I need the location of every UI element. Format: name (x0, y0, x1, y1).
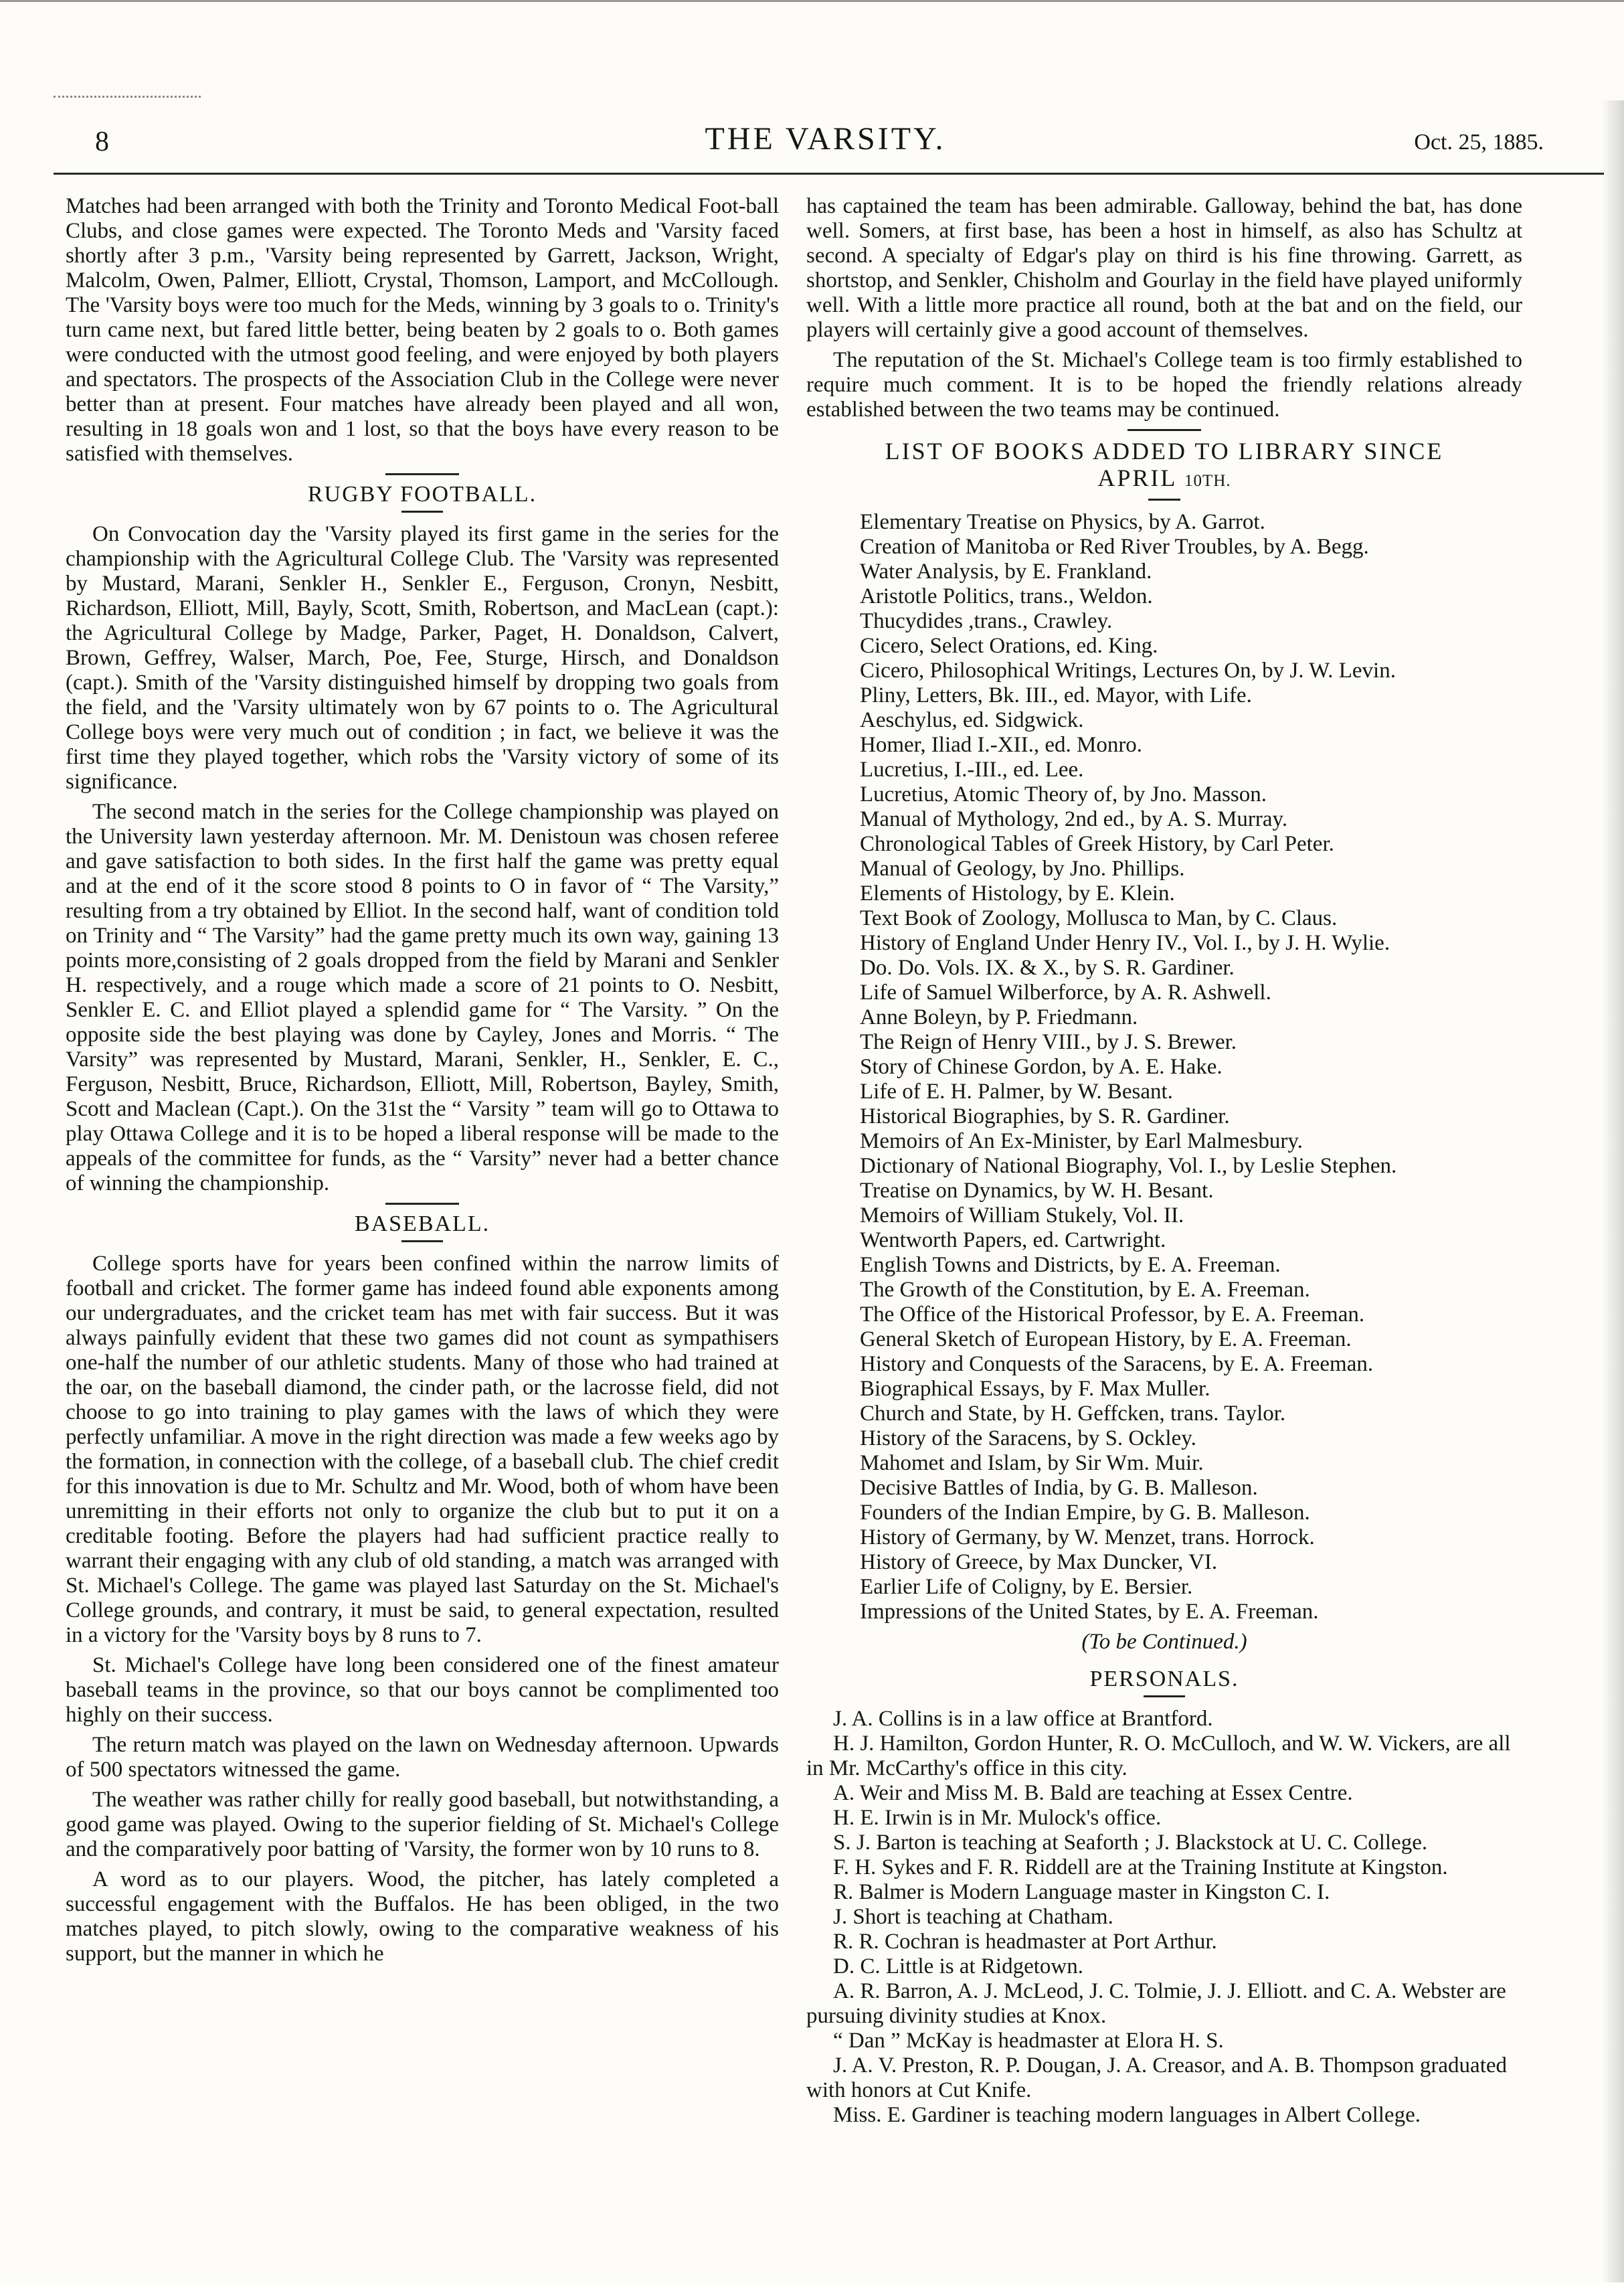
heading-dash (1148, 499, 1180, 501)
baseball-paragraph-4: The weather was rather chilly for really good baseball, but notwithstanding, a good game was played. Owing to the superior fielding of St. Michael's College and the comparatively poor batting of 'Varsity, the former won by 10 runs to 8. (66, 1788, 779, 1861)
personal-entry: J. Short is teaching at Chatham. (833, 1905, 1113, 1929)
book-entry: History of Germany, by W. Menzet, trans. Horrock. (860, 1525, 1315, 1549)
book-entry: Memoirs of William Stukely, Vol. II. (860, 1203, 1184, 1228)
book-entry: Anne Boleyn, by P. Friedmann. (860, 1005, 1138, 1029)
book-entry: Dictionary of National Biography, Vol. I., by Leslie Stephen. (860, 1154, 1397, 1178)
books-heading-line1: LIST OF BOOKS ADDED TO LIBRARY SINCE (885, 438, 1444, 464)
personal-entry: S. J. Barton is teaching at Seaforth ; J. Blackstock at U. C. College. (833, 1831, 1428, 1855)
book-entry: The Reign of Henry VIII., by J. S. Brewer. (860, 1030, 1237, 1054)
right-column (806, 194, 1522, 2128)
book-entry: Founders of the Indian Empire, by G. B. Malleson. (860, 1501, 1310, 1525)
book-entry: History of Greece, by Max Duncker, VI. (860, 1550, 1218, 1574)
book-entry: History of the Saracens, by S. Ockley. (860, 1426, 1196, 1450)
header-rule (54, 173, 1604, 175)
rugby-heading: RUGBY FOOTBALL. (307, 482, 537, 507)
books-heading (806, 438, 1522, 495)
personal-entry: R. Balmer is Modern Language master in Kingston C. I. (833, 1880, 1330, 1904)
book-entry: Life of Samuel Wilberforce, by A. R. Ashwell. (860, 981, 1271, 1005)
personal-entry: “ Dan ” McKay is headmaster at Elora H. S. (833, 2029, 1224, 2053)
book-entry: Manual of Geology, by Jno. Phillips. (860, 857, 1185, 881)
book-entry: Mahomet and Islam, by Sir Wm. Muir. (860, 1451, 1204, 1475)
book-entry: Lucretius, Atomic Theory of, by Jno. Masson. (860, 782, 1267, 807)
book-entry: Pliny, Letters, Bk. III., ed. Mayor, with Life. (860, 683, 1252, 707)
continued-note: (To be Continued.) (1081, 1630, 1247, 1654)
personal-entry: Miss. E. Gardiner is teaching modern languages in Albert College. (833, 2103, 1421, 2127)
book-entry: General Sketch of European History, by E. A. Freeman. (860, 1327, 1352, 1351)
baseball-continuation: has captained the team has been admirable. Galloway, behind the bat, has done well. Somers, at first base, has been a host in himself, as also has Schultz at second. A specialty of Edgar's play on third is his fine throwing. Garrett, as shortstop, and Senkler, Chisholm and Gourlay in the field have played uniformly well. With a little more practice all round, both at the bat and on the field, our players will certainly give a good account of themselves. (806, 194, 1522, 342)
books-heading-line2: APRIL (1097, 464, 1177, 491)
book-list (806, 510, 1522, 1624)
baseball-heading: BASEBALL. (354, 1211, 490, 1236)
book-entry: History of England Under Henry IV., Vol. I., by J. H. Wylie. (860, 931, 1390, 955)
book-entry: Text Book of Zoology, Mollusca to Man, by C. Claus. (860, 906, 1338, 930)
book-entry: Thucydides ,trans., Crawley. (860, 609, 1113, 633)
personal-entry: J. A. V. Preston, R. P. Dougan, J. A. Creasor, and A. B. Thompson graduated with honors at Cut Knife. (806, 2053, 1508, 2102)
personal-entry: H. J. Hamilton, Gordon Hunter, R. O. McCulloch, and W. W. Vickers, are all in Mr. McCarthy's office in this city. (806, 1731, 1511, 1780)
book-entry: The Growth of the Constitution, by E. A. Freeman. (860, 1278, 1310, 1302)
rugby-paragraph-2: The second match in the series for the College championship was played on the University lawn yesterday afternoon. Mr. M. Denistoun was chosen referee and gave satisfaction to both sides. In the first half the game was pretty equal and at the end of it the score stood 8 points to O in favor of “ The Varsity,” resulting from a try obtained by Elliot. In the second half, want of condition told on Trinity and “ The Varsity” had the game pretty much its own way, gaining 13 points more,consisting of 2 goals dropped from the field by Marani and Senkler H. respectively, and a rouge which made a score of 21 points to O. Nesbitt, Senkler E. C. and Elliot played a splendid game for “ The Varsity. ” On the opposite side the best playing was done by Cayley, Jones and Morris. “ The Varsity” was represented by Mustard, Marani, Senkler, H., Senkler, E. C., Ferguson, Nesbitt, Bruce, Richardson, Elliott, Mill, Robertson, Bayley, Smith, Scott and Maclean (Capt.). On the 31st the “ Varsity ” team will go to Ottawa to play Ottawa College and it is to be hoped a liberal response will be made to the appeals of the committee for funds, as the “ Varsity” never had a better chance of winning the championship. (66, 800, 779, 1195)
baseball-paragraph-2: St. Michael's College have long been considered one of the finest amateur baseball teams in the province, so that our boys cannot be complimented too highly on their success. (66, 1653, 779, 1727)
book-entry: Homer, Iliad I.-XII., ed. Monro. (860, 733, 1143, 757)
book-entry: Life of E. H. Palmer, by W. Besant. (860, 1080, 1173, 1104)
personal-entry: J. A. Collins is in a law office at Brantford. (833, 1707, 1213, 1731)
personal-entry: H. E. Irwin is in Mr. Mulock's office. (833, 1806, 1162, 1830)
rugby-paragraph-1: On Convocation day the 'Varsity played its first game in the series for the championship with the Agricultural College Club. The 'Varsity was represented by Mustard, Marani, Senkler H., Senkler E., Ferguson, Cronyn, Nesbitt, Richardson, Elliott, Mill, Bayly, Scott, Smith, Robertson, and MacLean (capt.): the Agricultural College by Madge, Parker, Paget, H. Donaldson, Calvert, Brown, Geffrey, Walser, March, Poe, Fee, Sturge, Hirsch, and Donaldson (capt.). Smith of the 'Varsity distinguished himself by dropping two goals from the field, and the 'Varsity ultimately won by 67 points to o. The Agricultural College boys were very much out of condition ; in fact, we believe it was the first time they played together, which robs the 'Varsity victory of some of its significance. (66, 522, 779, 794)
book-entry: Aristotle Politics, trans., Weldon. (860, 584, 1153, 608)
book-entry: Chronological Tables of Greek History, by Carl Peter. (860, 832, 1334, 856)
book-entry: English Towns and Districts, by E. A. Freeman. (860, 1253, 1281, 1277)
page-header (54, 120, 1597, 167)
book-entry: Wentworth Papers, ed. Cartwright. (860, 1228, 1166, 1252)
book-entry: Earlier Life of Coligny, by E. Bersier. (860, 1575, 1193, 1599)
book-entry: Do. Do. Vols. IX. & X., by S. R. Gardiner. (860, 956, 1235, 980)
book-entry: The Office of the Historical Professor, by E. A. Freeman. (860, 1302, 1365, 1327)
page-number: 8 (95, 126, 109, 157)
book-entry: Cicero, Select Orations, ed. King. (860, 634, 1158, 658)
book-entry: Cicero, Philosophical Writings, Lectures On, by J. W. Levin. (860, 659, 1396, 683)
book-entry: Memoirs of An Ex-Minister, by Earl Malmesbury. (860, 1129, 1303, 1153)
section-divider (385, 473, 459, 475)
book-entry: Story of Chinese Gordon, by A. E. Hake. (860, 1055, 1223, 1079)
personal-entry: A. Weir and Miss M. B. Bald are teaching at Essex Centre. (833, 1781, 1353, 1805)
book-entry: Lucretius, I.-III., ed. Lee. (860, 758, 1084, 782)
book-entry: Elements of Histology, by E. Klein. (860, 881, 1175, 906)
book-entry: Elementary Treatise on Physics, by A. Garrot. (860, 510, 1265, 534)
book-entry: Manual of Mythology, 2nd ed., by A. S. Murray. (860, 807, 1288, 831)
book-entry: Decisive Battles of India, by G. B. Malleson. (860, 1476, 1258, 1500)
book-entry: Historical Biographies, by S. R. Gardiner. (860, 1104, 1230, 1128)
book-entry: History and Conquests of the Saracens, by E. A. Freeman. (860, 1352, 1374, 1376)
personal-entry: D. C. Little is at Ridgetown. (833, 1954, 1083, 1978)
personals-list (806, 1707, 1522, 2128)
book-entry: Creation of Manitoba or Red River Troubles, by A. Begg. (860, 535, 1369, 559)
scan-top-edge (0, 0, 1624, 2)
book-entry: Aeschylus, ed. Sidgwick. (860, 708, 1084, 732)
personal-entry: F. H. Sykes and F. R. Riddell are at the Training Institute at Kingston. (833, 1855, 1448, 1879)
scan-artifact (54, 96, 201, 98)
books-heading-date: 10TH. (1184, 472, 1231, 490)
baseball-paragraph-1: College sports have for years been confined within the narrow limits of football and cricket. The former game has indeed found able exponents among our undergraduates, and the cricket team has met with fair success. But it was always painfully evident that these two games did not count as sympathisers one-half the number of our athletic students. Many of those who had trained at the oar, on the baseball diamond, the cinder path, or the lacrosse field, did not choose to go into training to play games with the laws of which they were perfectly unfamiliar. A move in the right direction was made a few weeks ago by the formation, in connection with the college, of a baseball club. The chief credit for this innovation is due to Mr. Schultz and Mr. Wood, both of whom have been unremitting in their efforts not only to organize the club but to put it on a creditable footing. Before the players had had sufficient practice really to warrant their engaging with any club of old standing, a match was arranged with St. Michael's College. The game was played last Saturday on the St. Michael's College grounds, and contrary, it must be said, to general expectation, resulted in a victory for the 'Varsity boys by 8 runs to 7. (66, 1252, 780, 1647)
heading-dash (401, 511, 443, 513)
book-entry: Treatise on Dynamics, by W. H. Besant. (860, 1179, 1214, 1203)
baseball-paragraph-5: A word as to our players. Wood, the pitcher, has lately completed a successful engagement with the Buffalos. He has been obliged, in the two matches played, to pitch slowly, owing to the comparative weakness of his support, but the manner in which he (66, 1867, 779, 1966)
association-paragraph: Matches had been arranged with both the Trinity and Toronto Medical Foot-ball Clubs, and close games were expected. The Toronto Meds and 'Varsity faced shortly after 3 p.m., 'Varsity being represented by Garrett, Jackson, Wright, Malcolm, Owen, Palmer, Elliott, Crystal, Thomson, Lamport, and McCollough. The 'Varsity boys were too much for the Meds, winning by 3 goals to o. Trinity's turn came next, but fared little better, being beaten by 2 goals to o. Both games were conducted with the utmost good feeling, and were enjoyed by both players and spectators. The prospects of the Association Club in the College were never better than at present. Four matches have already been played and all won, resulting in 18 goals won and 1 lost, so that the boys have every reason to be satisfied with themselves. (66, 194, 779, 466)
reputation-paragraph: The reputation of the St. Michael's College team is too firmly established to require much comment. It is to be hoped the friendly relations already established between the two teams may be continued. (806, 348, 1522, 422)
heading-dash (1144, 1695, 1185, 1697)
personals-heading: PERSONALS. (1089, 1667, 1239, 1691)
personal-entry: R. R. Cochran is headmaster at Port Arthur. (833, 1930, 1217, 1954)
masthead: THE VARSITY. (705, 121, 946, 157)
personal-entry: A. R. Barron, A. J. McLeod, J. C. Tolmie, J. J. Elliott. and C. A. Webster are pursuing divinity studies at Knox. (806, 1979, 1506, 2028)
book-entry: Church and State, by H. Geffcken, trans. Taylor. (860, 1402, 1286, 1426)
section-divider (385, 1203, 459, 1205)
issue-date: Oct. 25, 1885. (1414, 130, 1544, 155)
heading-dash (401, 1240, 443, 1242)
baseball-paragraph-3: The return match was played on the lawn on Wednesday afternoon. Upwards of 500 spectators witnessed the game. (66, 1733, 779, 1782)
book-entry: Biographical Essays, by F. Max Muller. (860, 1377, 1210, 1401)
left-column (66, 194, 779, 1972)
book-entry: Impressions of the United States, by E. A. Freeman. (860, 1600, 1319, 1624)
book-entry: Water Analysis, by E. Frankland. (860, 560, 1152, 584)
section-divider (1127, 429, 1201, 431)
scan-page-edge (1601, 100, 1624, 2282)
